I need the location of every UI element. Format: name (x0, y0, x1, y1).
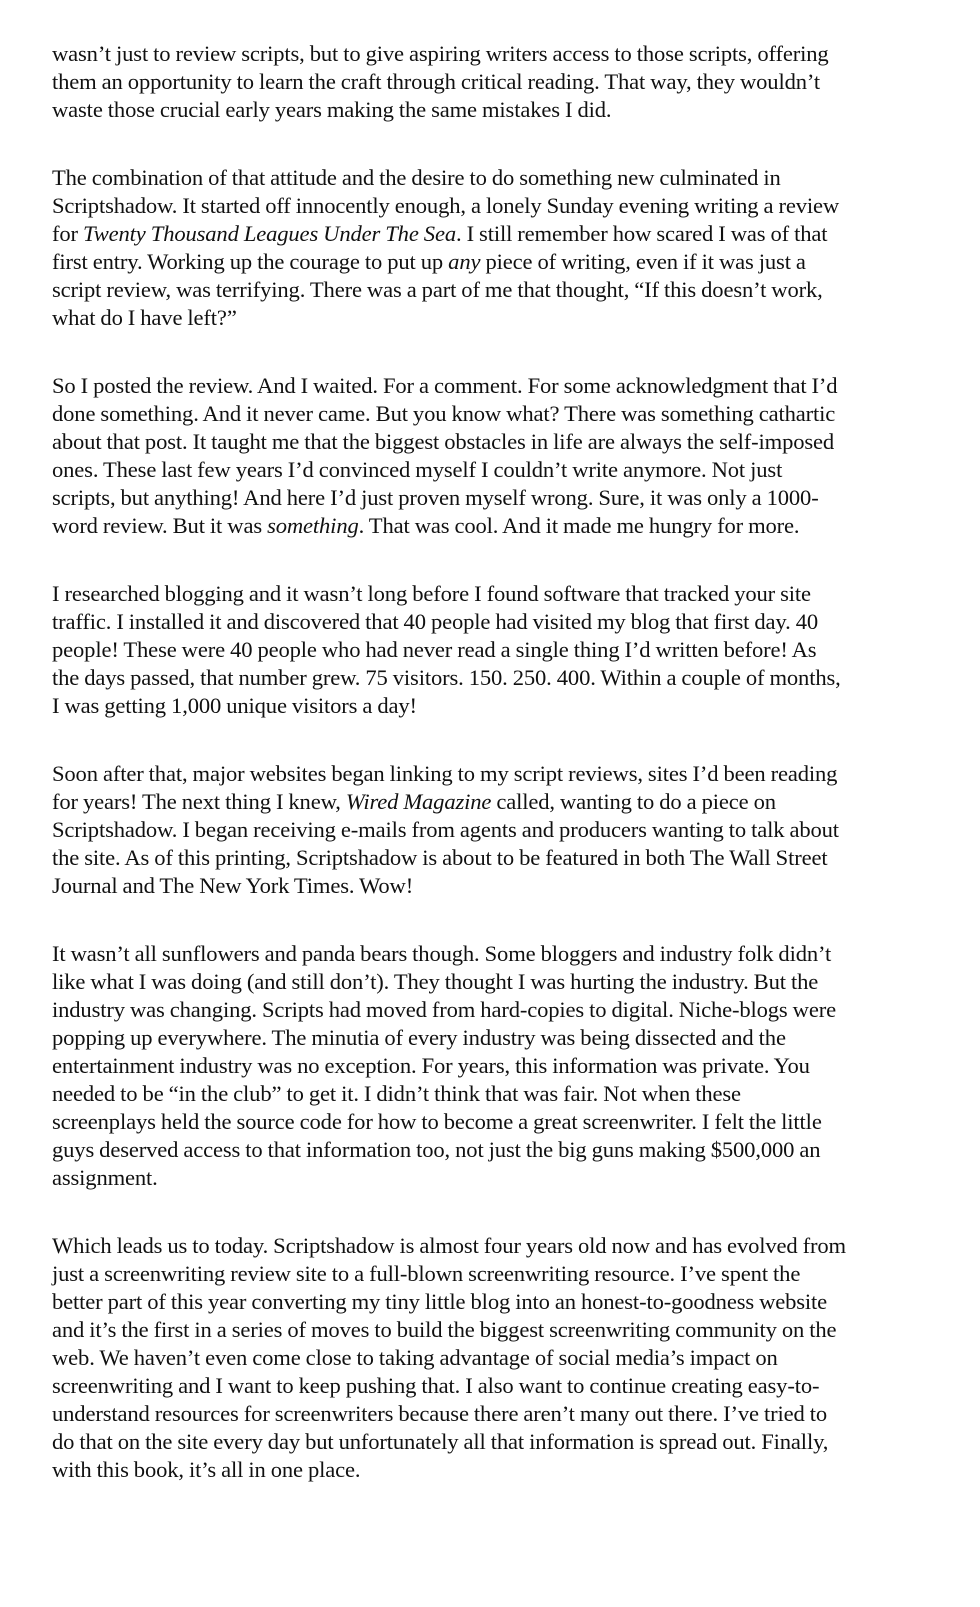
text-run: what do I have left?” (52, 305, 237, 330)
text-run: industry was changing. Scripts had moved from hard-copies to digital. Niche-blogs were (52, 997, 836, 1022)
text-run: them an opportunity to learn the craft through critical reading. That way, they wouldn’t (52, 69, 820, 94)
text-run: screenwriting and I want to keep pushing that. I also want to continue creating easy-to- (52, 1373, 820, 1398)
text-line (52, 248, 932, 276)
text-line (52, 220, 932, 248)
text-run: people! These were 40 people who had never read a single thing I’d written before! As (52, 637, 817, 662)
paragraph (52, 1232, 932, 1484)
text-line (52, 68, 932, 96)
italic-title: Wired Magazine (345, 789, 492, 814)
text-run: . I still remember how scared I was of that (455, 221, 828, 246)
text-line (52, 940, 932, 968)
text-line (52, 192, 932, 220)
paragraph (52, 580, 932, 720)
text-line (52, 512, 932, 540)
body-text (52, 40, 932, 1484)
text-run: wasn’t just to review scripts, but to give aspiring writers access to those scripts, offering (52, 41, 829, 66)
text-line (52, 1260, 932, 1288)
text-line (52, 664, 932, 692)
text-run: Journal and The New York Times. Wow! (52, 873, 414, 898)
text-run: called, wanting to do a piece on (491, 789, 776, 814)
paragraph (52, 40, 932, 124)
document-page (52, 40, 932, 1484)
text-line (52, 788, 932, 816)
text-line (52, 844, 932, 872)
paragraph (52, 164, 932, 332)
text-line (52, 1052, 932, 1080)
text-line (52, 1456, 932, 1484)
text-line (52, 304, 932, 332)
text-line (52, 428, 932, 456)
text-line (52, 608, 932, 636)
paragraph (52, 760, 932, 900)
text-run: Scriptshadow. It started off innocently enough, a lonely Sunday evening writing a review (52, 193, 840, 218)
text-run: done something. And it never came. But you know what? There was something cathartic (52, 401, 836, 426)
text-run: I researched blogging and it wasn’t long before I found software that tracked your site (52, 581, 811, 606)
text-run: I was getting 1,000 unique visitors a day! (52, 693, 417, 718)
text-run: do that on the site every day but unfortunately all that information is spread out. Finally, (52, 1429, 829, 1454)
text-line (52, 996, 932, 1024)
text-run: screenplays held the source code for how to become a great screenwriter. I felt the little (52, 1109, 822, 1134)
text-run: It wasn’t all sunflowers and panda bears though. Some bloggers and industry folk didn’t (52, 941, 832, 966)
text-line (52, 456, 932, 484)
text-run: popping up everywhere. The minutia of every industry was being dissected and the (52, 1025, 786, 1050)
text-run: Scriptshadow. I began receiving e-mails from agents and producers wanting to talk about (52, 817, 839, 842)
text-line (52, 760, 932, 788)
text-run: scripts, but anything! And here I’d just proven myself wrong. Sure, it was only a 1000- (52, 485, 819, 510)
text-run: waste those crucial early years making the same mistakes I did. (52, 97, 612, 122)
text-run: entertainment industry was no exception. For years, this information was private. You (52, 1053, 810, 1078)
text-run: better part of this year converting my tiny little blog into an honest-to-goodness website (52, 1289, 828, 1314)
text-run: piece of writing, even if it was just a (480, 249, 806, 274)
text-run: Soon after that, major websites began linking to my script reviews, sites I’d been reading (52, 761, 838, 786)
text-run: Which leads us to today. Scriptshadow is almost four years old now and has evolved from (52, 1233, 846, 1258)
text-line (52, 484, 932, 512)
text-run: needed to be “in the club” to get it. I didn’t think that was fair. Not when these (52, 1081, 741, 1106)
text-line (52, 400, 932, 428)
text-run: traffic. I installed it and discovered that 40 people had visited my blog that first day. 40 (52, 609, 818, 634)
text-line (52, 1024, 932, 1052)
text-line (52, 40, 932, 68)
text-run: ones. These last few years I’d convinced myself I couldn’t write anymore. Not just (52, 457, 783, 482)
paragraph (52, 372, 932, 540)
text-line (52, 372, 932, 400)
text-line (52, 1232, 932, 1260)
text-line (52, 1136, 932, 1164)
text-line (52, 1080, 932, 1108)
text-run: . That was cool. And it made me hungry for more. (358, 513, 800, 538)
text-run: The combination of that attitude and the desire to do something new culminated in (52, 165, 781, 190)
text-line (52, 1108, 932, 1136)
text-line (52, 96, 932, 124)
text-line (52, 580, 932, 608)
text-run: and it’s the first in a series of moves to build the biggest screenwriting community on the (52, 1317, 837, 1342)
text-line (52, 692, 932, 720)
text-run: for years! The next thing I knew, (52, 789, 346, 814)
paragraph (52, 940, 932, 1192)
text-line (52, 816, 932, 844)
text-line (52, 636, 932, 664)
text-run: like what I was doing (and still don’t). They thought I was hurting the industry. But the (52, 969, 819, 994)
text-run: guys deserved access to that information too, not just the big guns making $500,000 an (52, 1137, 821, 1162)
text-run: the site. As of this printing, Scriptshadow is about to be featured in both The Wall Street (52, 845, 828, 870)
text-line (52, 164, 932, 192)
text-run: just a screenwriting review site to a full-blown screenwriting resource. I’ve spent the (52, 1261, 801, 1286)
text-line (52, 872, 932, 900)
text-run: web. We haven’t even come close to taking advantage of social media’s impact on (52, 1345, 778, 1370)
text-run: understand resources for screenwriters because there aren’t many out there. I’ve tried to (52, 1401, 828, 1426)
text-line (52, 276, 932, 304)
text-run: with this book, it’s all in one place. (52, 1457, 361, 1482)
text-run: for (52, 221, 83, 246)
text-line (52, 1344, 932, 1372)
italic-title: Twenty Thousand Leagues Under The Sea (83, 221, 456, 246)
text-line (52, 1164, 932, 1192)
italic-title: something (267, 513, 359, 538)
text-line (52, 1372, 932, 1400)
text-line (52, 1400, 932, 1428)
text-line (52, 968, 932, 996)
text-line (52, 1428, 932, 1456)
text-run: assignment. (52, 1165, 158, 1190)
text-run: first entry. Working up the courage to put up (52, 249, 449, 274)
text-run: word review. But it was (52, 513, 268, 538)
text-run: about that post. It taught me that the biggest obstacles in life are always the self-imposed (52, 429, 835, 454)
italic-title: any (448, 249, 481, 274)
text-run: the days passed, that number grew. 75 visitors. 150. 250. 400. Within a couple of months, (52, 665, 841, 690)
text-line (52, 1288, 932, 1316)
text-line (52, 1316, 932, 1344)
text-run: script review, was terrifying. There was a part of me that thought, “If this doesn’t work, (52, 277, 823, 302)
text-run: So I posted the review. And I waited. For a comment. For some acknowledgment that I’d (52, 373, 838, 398)
